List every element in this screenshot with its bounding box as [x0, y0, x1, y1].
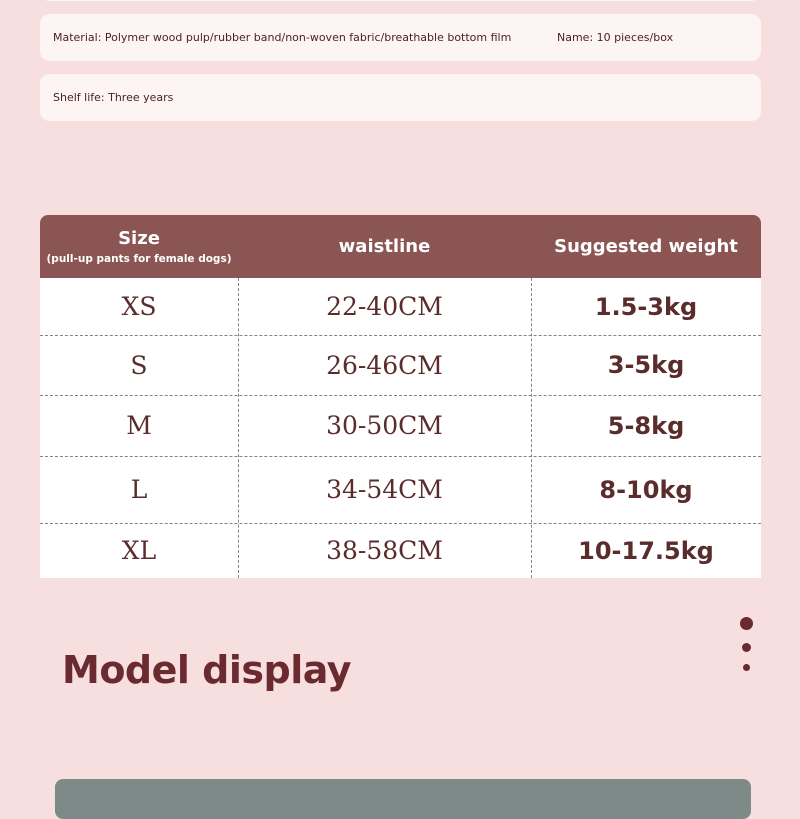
cell-weight: 10-17.5kg	[578, 536, 714, 565]
cell-waistline: 38-58CM	[326, 536, 443, 565]
shelf-life-text: Shelf life: Three years	[53, 91, 174, 104]
decorative-dot-icon	[742, 643, 751, 652]
info-card-top	[40, 0, 761, 1]
info-card-material	[40, 14, 761, 61]
cell-waistline: 26-46CM	[326, 350, 443, 380]
cell-waistline: 34-54CM	[326, 475, 443, 504]
table-row	[40, 523, 761, 578]
model-photo	[55, 779, 751, 819]
cell-size: S	[130, 350, 148, 380]
row-divider	[40, 523, 761, 524]
decorative-dot-icon	[740, 617, 753, 630]
name-text: Name: 10 pieces/box	[557, 31, 674, 44]
column-divider	[238, 278, 239, 578]
cell-waistline: 30-50CM	[326, 411, 443, 440]
cell-waistline: 22-40CM	[326, 292, 443, 321]
row-divider	[40, 395, 761, 396]
material-text: Material: Polymer wood pulp/rubber band/non-woven fabric/breathable bottom film	[53, 31, 512, 44]
table-body	[40, 278, 761, 578]
cell-size: XL	[121, 536, 157, 565]
section-title: Model display	[62, 648, 351, 692]
header-size	[40, 215, 238, 278]
table-header	[40, 215, 761, 278]
info-card-shelf-life	[40, 74, 761, 121]
size-table	[40, 215, 761, 578]
cell-weight: 1.5-3kg	[594, 292, 698, 321]
header-size-label: Size	[118, 228, 160, 249]
cell-size: M	[126, 411, 152, 440]
header-weight	[531, 215, 761, 278]
cell-size: XS	[121, 292, 157, 321]
cell-weight: 3-5kg	[607, 351, 685, 379]
row-divider	[40, 456, 761, 457]
decorative-dot-icon	[743, 664, 750, 671]
header-weight-label: Suggested weight	[554, 236, 738, 257]
table-row	[40, 335, 761, 395]
header-waistline-label: waistline	[338, 236, 431, 257]
table-row	[40, 395, 761, 456]
cell-size: L	[130, 475, 148, 504]
row-divider	[40, 335, 761, 336]
header-waistline	[238, 215, 531, 278]
table-row	[40, 456, 761, 523]
cell-weight: 5-8kg	[607, 411, 685, 440]
column-divider	[531, 278, 532, 578]
header-size-sublabel: (pull-up pants for female dogs)	[46, 253, 232, 265]
cell-weight: 8-10kg	[599, 475, 693, 504]
table-row	[40, 278, 761, 335]
